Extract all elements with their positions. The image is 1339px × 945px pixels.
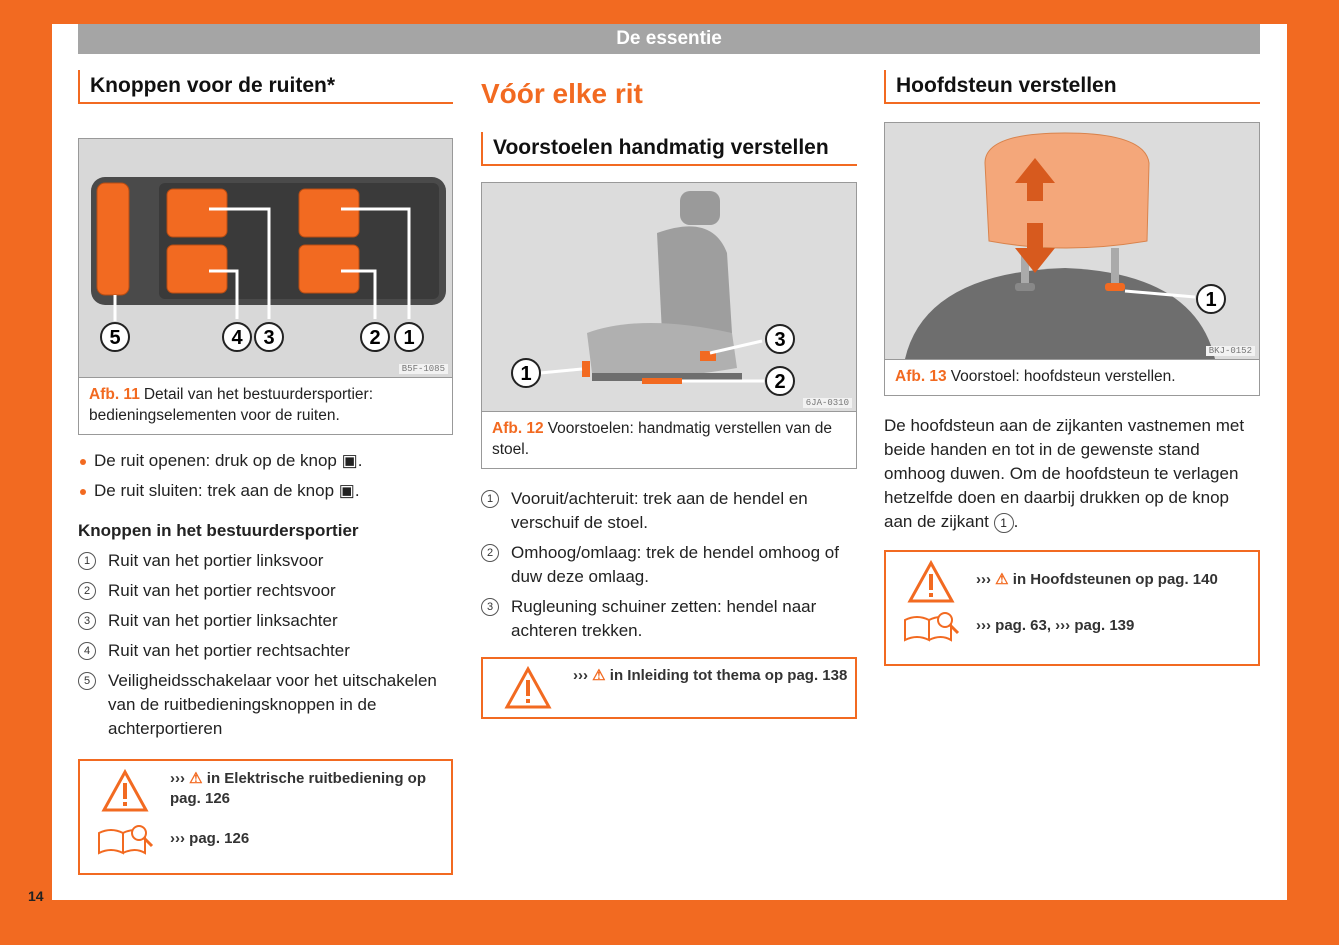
- list-item: [481, 541, 857, 589]
- figure-caption-text: Voorstoelen: handmatig verstellen van de stoel.: [492, 420, 833, 458]
- item-number: 1: [481, 490, 499, 508]
- figure-label: Afb. 12: [492, 420, 544, 437]
- figure-caption: [885, 360, 1259, 395]
- warning-triangle-icon: [886, 560, 976, 604]
- list-item: [78, 609, 453, 633]
- warning-text: [170, 769, 451, 809]
- list-item: [78, 639, 453, 663]
- inline-callout: 1: [994, 513, 1014, 533]
- item-text: Ruit van het portier rechtsvoor: [108, 581, 336, 600]
- list-item: [78, 579, 453, 603]
- link-prefix: ›››: [976, 571, 991, 588]
- warning-link[interactable]: in Inleiding tot thema op pag. 138: [609, 667, 848, 684]
- list-item: [481, 487, 857, 535]
- seat-drawing: [482, 183, 856, 411]
- warning-triangle-icon: [80, 769, 170, 813]
- callout-3: 3: [263, 327, 275, 349]
- item-number: 5: [78, 672, 96, 690]
- callout-4: 4: [231, 327, 243, 349]
- item-text: Veiligheidsschakelaar voor het uitschakelen van de ruitbedieningsknoppen in de achterportieren: [108, 671, 437, 738]
- item-text: Vooruit/achteruit: trek aan de hendel en verschuif de stoel.: [511, 489, 808, 532]
- window-switch-drawing: [79, 139, 452, 377]
- item-number: 4: [78, 642, 96, 660]
- figure-label: Afb. 13: [895, 368, 947, 385]
- paragraph-text: De hoofdsteun aan de zijkanten vastnemen met beide handen en tot in de gewenste stand omhoog duwen. Om de hoofdsteun te verlagen hetzelfde doen en daarbij drukken op de knop aan de zijkant: [884, 416, 1245, 531]
- subheading: Knoppen in het bestuurdersportier: [78, 521, 359, 540]
- page-title: Vóór elke rit: [481, 78, 643, 109]
- list-item: [78, 669, 453, 741]
- window-switch-icon: ▣: [338, 481, 355, 500]
- headrest-illustration: [885, 123, 1259, 360]
- window-switch-illustration: [79, 139, 452, 378]
- warning-small-icon: ⚠: [189, 770, 203, 787]
- figure-code: 6JA-0310: [803, 398, 852, 408]
- item-text: Ruit van het portier rechtsachter: [108, 641, 350, 660]
- figure-caption-text: Voorstoel: hoofdsteun verstellen.: [950, 368, 1176, 385]
- callout-1: 1: [520, 363, 532, 385]
- warning-box: [884, 550, 1260, 666]
- item-text: Omhoog/omlaag: trek de hendel omhoog of duw deze omlaag.: [511, 543, 839, 586]
- figure-13: [884, 122, 1260, 396]
- link-prefix: ›››: [170, 770, 185, 787]
- book-link[interactable]: ››› pag. 126: [170, 830, 250, 847]
- bullet-text: De ruit sluiten: trek aan de knop: [94, 481, 335, 500]
- paragraph: De hoofdsteun aan de zijkanten vastnemen met beide handen en tot in de gewenste stand omhoog duwen. Om de hoofdsteun te verlagen hetzelfde doen en daarbij drukken op de knop aan de zijkant 1 .: [884, 416, 1245, 531]
- figure-11: [78, 138, 453, 435]
- warning-link[interactable]: in Elektrische ruitbediening op pag. 126: [170, 770, 426, 807]
- item-number: 3: [481, 598, 499, 616]
- numbered-list: [78, 549, 453, 741]
- item-text: Rugleuning schuiner zetten: hendel naar achteren trekken.: [511, 597, 817, 640]
- figure-caption-text: Detail van het bestuurdersportier: bedieningselementen voor de ruiten.: [89, 386, 374, 424]
- book-magnifier-icon: [886, 610, 976, 644]
- warning-text: [573, 666, 847, 686]
- item-text: Ruit van het portier linksachter: [108, 611, 338, 630]
- warning-link[interactable]: in Hoofdsteunen op pag. 140: [1012, 571, 1218, 588]
- item-number: 3: [78, 612, 96, 630]
- link-prefix: ›››: [573, 667, 588, 684]
- callout-2: 2: [774, 371, 786, 393]
- list-item: [78, 549, 453, 573]
- item-number: 1: [78, 552, 96, 570]
- section-header-bar: De essentie: [78, 24, 1260, 54]
- section-title-window-buttons: Knoppen voor de ruiten*: [78, 70, 453, 104]
- callout-1: 1: [1205, 289, 1217, 311]
- book-magnifier-icon: [80, 823, 170, 857]
- seat-illustration: [482, 183, 856, 412]
- item-number: 2: [78, 582, 96, 600]
- figure-label: Afb. 11: [89, 386, 140, 403]
- book-link[interactable]: ››› pag. 63, ››› pag. 139: [976, 617, 1135, 634]
- list-item: De ruit sluiten: trek aan de knop ▣.: [78, 481, 453, 501]
- list-item: De ruit openen: druk op de knop ▣.: [78, 451, 453, 471]
- warning-small-icon: ⚠: [592, 667, 606, 684]
- column-headrest: [884, 70, 1260, 666]
- warning-small-icon: ⚠: [995, 571, 1009, 588]
- callout-5: 5: [109, 327, 121, 349]
- bullet-text: De ruit openen: druk op de knop: [94, 451, 337, 470]
- figure-code: B5F-1085: [399, 364, 448, 374]
- callout-3: 3: [774, 329, 786, 351]
- column-window-buttons: [78, 70, 453, 875]
- section-title-seat: Voorstoelen handmatig verstellen: [481, 132, 857, 166]
- bullet-list: [78, 451, 453, 501]
- callout-2: 2: [369, 327, 381, 349]
- figure-12: [481, 182, 857, 469]
- warning-text: [976, 560, 1218, 590]
- figure-caption: [79, 378, 452, 434]
- callout-1: 1: [403, 327, 415, 349]
- section-title-headrest: Hoofdsteun verstellen: [884, 70, 1260, 104]
- list-item: [481, 595, 857, 643]
- page-number: 14: [28, 888, 44, 904]
- figure-code: BKJ-0152: [1206, 346, 1255, 356]
- window-switch-icon: ▣: [341, 451, 358, 470]
- headrest-drawing: [885, 123, 1259, 359]
- column-seat-adjust: [481, 70, 857, 719]
- item-text: Ruit van het portier linksvoor: [108, 551, 324, 570]
- item-number: 2: [481, 544, 499, 562]
- warning-triangle-icon: [483, 666, 573, 710]
- figure-caption: [482, 412, 856, 468]
- warning-box: [481, 657, 857, 719]
- numbered-list: [481, 487, 857, 643]
- warning-box: [78, 759, 453, 875]
